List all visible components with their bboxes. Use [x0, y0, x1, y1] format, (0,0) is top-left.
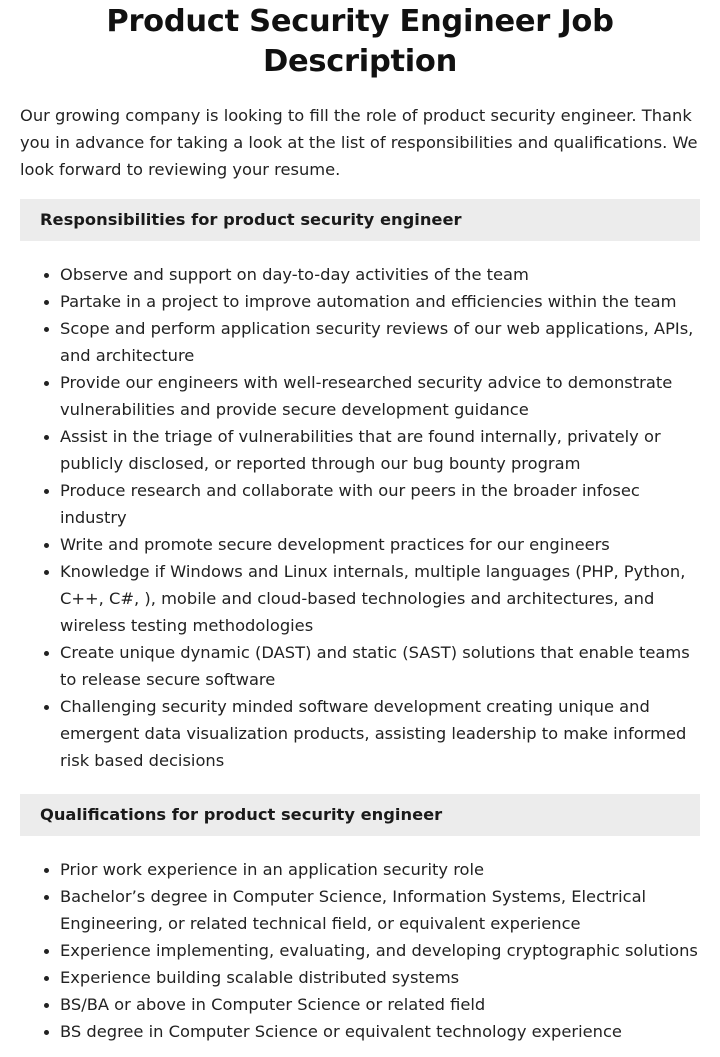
list-item: Bachelor’s degree in Computer Science, Information Systems, Electrical Engineering, or related technical field, or equivalent experience [60, 883, 700, 937]
page-title: Product Security Engineer Job Description [106, 4, 614, 79]
list-item: Prior work experience in an application security role [60, 856, 700, 883]
qualifications-heading: Qualifications for product security engineer [20, 794, 700, 836]
list-item: Experience building scalable distributed systems [60, 964, 700, 991]
list-item: Experience implementing, evaluating, and developing cryptographic solutions [60, 937, 700, 964]
list-item: BS degree in Computer Science or equivalent technology experience [60, 1018, 700, 1045]
responsibilities-list [20, 261, 700, 774]
list-item: Challenging security minded software development creating unique and emergent data visualization products, assisting leadership to make informed risk based decisions [60, 693, 700, 774]
list-item: Produce research and collaborate with our peers in the broader infosec industry [60, 477, 700, 531]
list-item: BS/BA or above in Computer Science or related field [60, 991, 700, 1018]
qualifications-list [20, 856, 700, 1045]
list-item: Scope and perform application security reviews of our web applications, APIs, and architecture [60, 315, 700, 369]
list-item: Write and promote secure development practices for our engineers [60, 531, 700, 558]
list-item: Partake in a project to improve automation and efficiencies within the team [60, 288, 700, 315]
list-item: Create unique dynamic (DAST) and static (SAST) solutions that enable teams to release secure software [60, 639, 700, 693]
list-item: Provide our engineers with well-researched security advice to demonstrate vulnerabilities and provide secure development guidance [60, 369, 700, 423]
responsibilities-heading: Responsibilities for product security engineer [20, 199, 700, 241]
list-item: Knowledge if Windows and Linux internals, multiple languages (PHP, Python, C++, C#, ), mobile and cloud-based technologies and architectures, and wireless testing methodologies [60, 558, 700, 639]
list-item: Observe and support on day-to-day activities of the team [60, 261, 700, 288]
list-item: Assist in the triage of vulnerabilities that are found internally, privately or publicly disclosed, or reported through our bug bounty program [60, 423, 700, 477]
intro-paragraph: Our growing company is looking to fill the role of product security engineer. Thank you in advance for taking a look at the list of responsibilities and qualifications. We look forward to reviewing your resume. [20, 106, 698, 179]
